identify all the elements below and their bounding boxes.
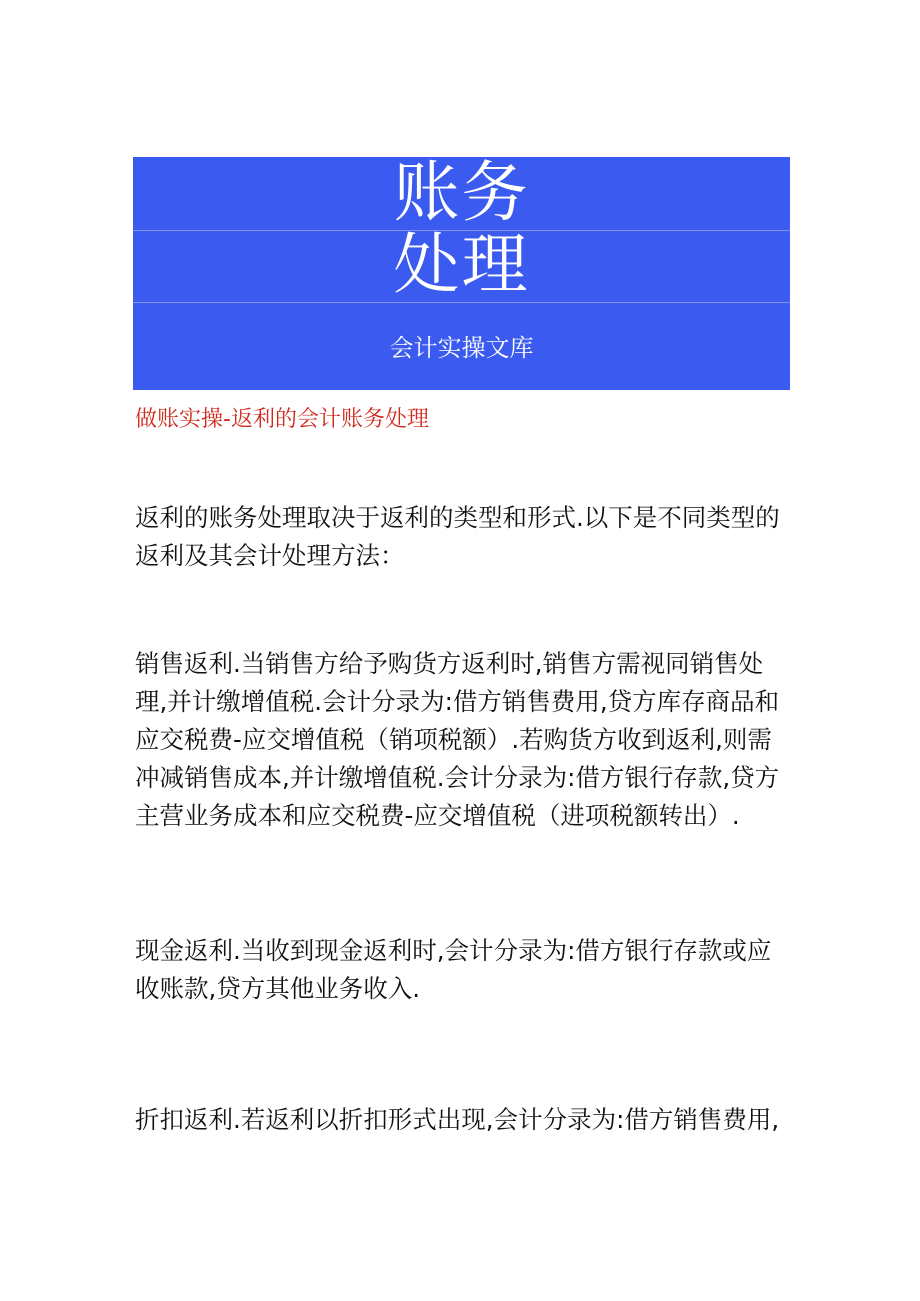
banner-title-line2: 处理 [393, 226, 530, 303]
banner-title-line1: 账务 [393, 157, 530, 231]
paragraph-intro: 返利的账务处理取决于返利的类型和形式.以下是不同类型的返利及其会计处理方法： [135, 503, 780, 570]
cover-banner [133, 157, 790, 390]
paragraph-sales-rebate: 销售返利.当销售方给予购货方返利时,销售方需视同销售处理,并计缴增值税.会计分录为:借方销售费用,贷方库存商品和应交税费-应交增值税（销项税额）.若购货方收到返利,则需冲减销售成本,并计缴增值税.会计分录为:借方银行存款,贷方主营业务成本和应交税费-应交增值税（进项税额转出）. [135, 649, 780, 830]
banner-subtitle: 会计实操文库 [389, 334, 534, 362]
paragraph-cash-rebate: 现金返利.当收到现金返利时,会计分录为:借方银行存款或应收账款,贷方其他业务收入. [135, 936, 772, 1003]
paragraph-discount-rebate: 折扣返利.若返利以折扣形式出现,会计分录为:借方销售费用, [135, 1105, 780, 1134]
document-title: 做账实操-返利的会计账务处理 [135, 407, 429, 432]
